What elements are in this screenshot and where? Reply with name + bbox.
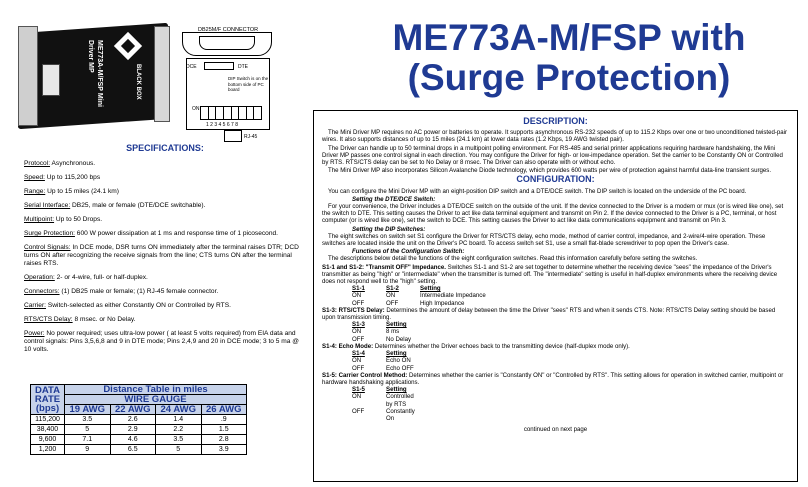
spec-item: Protocol: Asynchronous. (24, 160, 96, 167)
connector-diagram (178, 18, 278, 148)
spec-item: Multipoint: Up to 50 Drops. (24, 216, 103, 223)
spec-item: Connectors: (1) DB25 male or female; (1) RJ-45 female connector. (24, 288, 219, 295)
dte-dce-switch (42, 64, 60, 96)
dte-dce-text: For your convenience, the Driver includes a DTE/DCE switch on the outside of the unit. If the device connected to the Driver is a modem or mux (or is wired like one), set the switch to DTE. This setting causes the Driver to act like data terminal equipment and transmit on Pin 2. If the device connected to the Driver is a PC, terminal, or host computer (or is wired like one), set the switch to DCE. This setting causes the Driver to act like data communications equipment and transmit on Pin 3. (322, 203, 784, 225)
db25-connector-end (18, 26, 38, 126)
dip-switch-icon (200, 106, 262, 120)
switch-table-header: S1-5 Setting (352, 386, 407, 394)
column-header: 24 AWG (156, 405, 202, 415)
switch-table-row: ON 8 ms (352, 328, 400, 336)
table-row: 115,200 3.5 2.6 1.4 .9 (31, 415, 247, 425)
s1-5-section: S1-5: Carrier Control Method: Determines whether the carrier is "Constantly ON" or "Controlled by RTS". This setting allows for operation in switched carrier, multipoint or hardware handshaking applications. (322, 371, 784, 386)
dce-label: DCE (186, 64, 197, 70)
page-title: ME773A-M/FSP with (Surge Protection) (392, 17, 746, 98)
switch-table-row: OFF Echo OFF (352, 364, 414, 372)
switch-table-header: S1-1 S1-2 Setting (352, 285, 441, 293)
s1-4-section: S1-4: Echo Mode: Determines whether the Driver echoes back to the transmitting device (half-duplex mode only). (322, 342, 630, 350)
spec-item: Speed: Up to 115,200 bps (24, 174, 101, 181)
description-paragraph: The Driver can handle up to 50 terminal drops in a multipoint polling environment. For RS-485 and serial printer applications requiring hardware handshaking, the Mini Driver MP passes one control signal in each direction. You may configure the Driver for high- or low-impedance operation. Set the carrier to be Constantly ON or Controlled by RTS. RTS/CTS delay can be set to No Delay or 8 msec. The Driver can also operate with or without echo. (322, 144, 783, 167)
distance-table (30, 384, 247, 455)
table-row: 9,600 7.1 4.6 3.5 2.8 (31, 435, 247, 445)
data-rate-header: DATA RATE (bps) (31, 385, 65, 415)
dip-numbers: 1 2 3 4 5 6 7 8 (206, 122, 238, 128)
connector-title: DB25M/F CONNECTOR (198, 27, 259, 33)
table-row: 38,400 5 2.9 2.2 1.5 (31, 425, 247, 435)
description-heading: DESCRIPTION: (523, 116, 588, 126)
switch-table-header: S1-3 Setting (352, 321, 407, 329)
device-model-label: ME773A-M/FSP Mini Driver MP (87, 40, 103, 107)
switch-table-row: ON Echo ON (352, 357, 411, 365)
description-paragraph: The Mini Driver MP also incorporates Silicon Avalanche Diode technology, which provides 600 watts per wire of protection against harmful data-line transient surges. (328, 167, 772, 175)
description-paragraph: The Mini Driver MP requires no AC power or batteries to operate. It supports asynchronous RS-232 speeds of up to 115.2 Kbps over one or two unconditioned twisted-pair wires. It also supports distances of up to 15 miles (24.1 km) at lower data rates (1.2 Kbps, 19 AWG twisted pair). (322, 129, 788, 144)
db25-shape (182, 32, 272, 56)
rj45-icon (224, 130, 242, 142)
spec-item: Range: Up to 15 miles (24.1 km) (24, 188, 119, 195)
spec-item: RTS/CTS Delay: 8 msec. or No Delay. (24, 316, 136, 323)
configuration-heading: CONFIGURATION: (516, 174, 595, 185)
device-illustration (18, 18, 168, 128)
spec-item: Carrier: Switch-selected as either Constantly ON or Controlled by RTS. (24, 302, 231, 309)
dip-subheading: Setting the DIP Switches: (352, 225, 426, 233)
s1-3-section: S1-3: RTS/CTS Delay: Determines the amount of delay between the time the Driver "sees" RTS and when it sends CTS. Note: RTS/CTS Delay setting should be based upon transmission timing. (322, 306, 776, 322)
specifications-heading: SPECIFICATIONS: (126, 143, 204, 153)
spec-item: Serial Interface: DB25, male or female (DTE/DCE switchable). (24, 202, 206, 209)
description-box (313, 110, 798, 482)
column-header: 22 AWG (110, 405, 156, 415)
switch-table-row: OFF OFF High Impedance (352, 299, 465, 307)
switch-table-row: OFF Constantly On (352, 407, 415, 422)
switch-table-row: ON Controlled by RTS (352, 393, 414, 408)
table-row: 1,200 9 6.5 5 3.9 (31, 445, 247, 455)
column-header: 26 AWG (201, 405, 247, 415)
spec-item: Control Signals: In DCE mode, DSR turns ON immediately after the terminal raises DTR; DCD turns ON after recognizing the receive signals from the line; CTS turns ON after the terminal raises RTS. (24, 244, 299, 267)
configuration-intro: You can configure the Mini Driver MP with an eight-position DIP switch and a DTE/DCE switch. The DIP switch is located on the underside of the PC board. (328, 187, 747, 195)
device-brand: BLACK BOX (135, 64, 141, 100)
dip-on-label: ON (192, 106, 200, 112)
distance-table-title: Distance Table in miles (65, 385, 247, 395)
dip-text: The eight switches on switch set S1 configure the Driver for RTS/CTS delay, echo mode, method of carrier control, impedance, and 2-wire/4-wire operation. These switches are located inside the unit on the Driver's PC board. To access switch set S1, use a small flat-blade screwdriver to pop open the Driver's case. (322, 232, 766, 248)
rj45-connector-end (154, 26, 170, 122)
dte-dce-subheading: Setting the DTE/DCE Switch: (352, 195, 436, 203)
dte-label: DTE (238, 64, 248, 70)
switch-table-header: S1-4 Setting (352, 350, 407, 358)
functions-text: The descriptions below detail the functions of the eight configuration switches. Read this information carefully before setting the switches. (328, 255, 698, 263)
dte-dce-slider-icon (204, 62, 234, 70)
functions-subheading: Functions of the Configuration Switch: (352, 248, 465, 256)
dip-location-note: DIP Switch is on the bottom side of PC board (228, 76, 269, 92)
specifications-section (24, 144, 306, 360)
spec-item: Surge Protection: 600 W power dissipation at 1 ms and response time of 1 picosecond. (24, 230, 279, 237)
switch-table-row: ON ON Intermediate Impedance (352, 292, 486, 300)
s1-1-2-section: S1-1 and S1-2: "Transmit OFF" Impedance. Switches S1-1 and S1-2 are set together to determine whether the receiving device "sees" the impedance of the Driver's transmitter as being "high" or "intermediate" when the transmitter is turned off. The "intermediate" setting is useful in half-duplex environments where the receiving device does not respond well to the "high" setting. (322, 263, 778, 286)
wire-gauge-header: WIRE GAUGE (65, 395, 247, 405)
column-header: 19 AWG (65, 405, 111, 415)
continued-note: continued on next page (523, 426, 588, 434)
spec-item: Power: No power required; uses ultra-low power ( at least 5 volts required) from EIA data and control signals: Pins 3,5,6,8 and 9 in DTE mode; Pins 2,4,9 and 20 in DCE mode; 3 to 5 ma @ 10 volts. (24, 330, 299, 353)
rj45-label: RJ-45 (244, 134, 258, 140)
spec-item: Operation: 2- or 4-wire, full- or half-duplex. (24, 274, 148, 281)
switch-table-row: OFF No Delay (352, 335, 412, 343)
